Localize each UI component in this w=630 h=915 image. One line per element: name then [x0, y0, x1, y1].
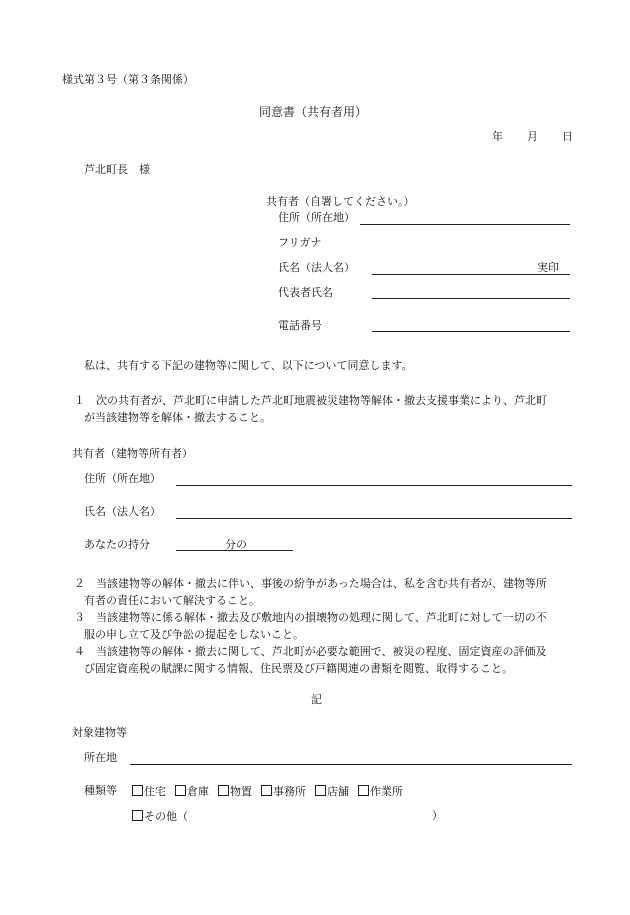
clause-3-line-1: ３ 当該建物等に係る解体・撤去及び敷地内の損壊物の処理に関して、芦北町に対して一切の不 — [74, 611, 547, 624]
signatory-furigana-label: フリガナ — [278, 236, 322, 249]
type-option-workshop[interactable]: 作業所 — [358, 785, 403, 797]
clause-2-line-1: ２ 当該建物等の解体・撤去に伴い、事後の紛争があった場合は、私を含む共有者が、建物等所 — [74, 577, 547, 590]
share-label: あなたの持分 — [84, 538, 150, 551]
representative-field[interactable] — [372, 298, 570, 299]
type-options — [132, 785, 412, 797]
document-title: 同意書（共有者用） — [259, 105, 368, 119]
checkbox-icon[interactable] — [358, 785, 369, 796]
coowner-address-field[interactable] — [176, 485, 572, 486]
coowner-name-label: 氏名（法人名） — [84, 505, 161, 518]
other-label: その他（ — [144, 810, 188, 823]
share-unit: 分の — [225, 538, 247, 551]
signatory-address-field[interactable] — [360, 224, 570, 225]
checkbox-icon[interactable] — [261, 785, 272, 796]
seal-mark: 実印 — [537, 261, 559, 274]
signatory-address-label: 住所（所在地） — [278, 211, 355, 224]
date-year-label: 年 — [492, 130, 503, 143]
clause-1-line-1: １ 次の共有者が、芦北町に申請した芦北町地震被災建物等解体・撤去支援事業により、芦北町 — [74, 394, 547, 407]
checkbox-icon[interactable] — [218, 785, 229, 796]
type-option-warehouse[interactable]: 倉庫 — [175, 785, 209, 797]
checkbox-icon[interactable] — [132, 810, 143, 821]
date-month-label: 月 — [527, 130, 538, 143]
coowner-name-field[interactable] — [176, 518, 572, 519]
clause-3-line-2: 服の申し立て及び争訟の提起をしないこと。 — [84, 628, 304, 641]
clause-2-line-2: 有者の責任において解決すること。 — [84, 594, 260, 607]
checkbox-icon[interactable] — [315, 785, 326, 796]
type-option-office[interactable]: 事務所 — [261, 785, 306, 797]
signatory-name-label: 氏名（法人名） — [278, 261, 355, 274]
consent-intro: 私は、共有する下記の建物等に関して、以下について同意します。 — [84, 359, 413, 372]
signatory-name-field[interactable] — [372, 274, 570, 275]
signatory-heading: 共有者（自署してください。） — [266, 195, 415, 208]
type-option-house[interactable]: 住宅 — [132, 785, 166, 797]
location-field[interactable] — [130, 764, 572, 765]
clause-4-line-1: ４ 当該建物等の解体・撤去に関して、芦北町が必要な範囲で、被災の程度、固定資産の評価及 — [74, 645, 547, 658]
checkbox-icon[interactable] — [175, 785, 186, 796]
phone-field[interactable] — [372, 331, 570, 332]
coowner-heading: 共有者（建物等所有者） — [72, 447, 193, 460]
target-heading: 対象建物等 — [72, 726, 127, 739]
checkbox-icon[interactable] — [132, 785, 143, 796]
clause-4-line-2: び固定資産税の賦課に関する情報、住民票及び戸籍関連の書類を閲覧、取得すること。 — [84, 662, 513, 675]
representative-label: 代表者氏名 — [278, 286, 333, 299]
form-number: 様式第３号（第３条関係） — [62, 73, 194, 86]
ki-heading: 記 — [311, 693, 322, 706]
addressee: 芦北町長 様 — [84, 163, 150, 176]
other-close-paren: ） — [432, 809, 443, 822]
date-day-label: 日 — [562, 130, 573, 143]
clause-1-line-2: が当該建物等を解体・撤去すること。 — [84, 411, 271, 424]
phone-label: 電話番号 — [278, 319, 322, 332]
type-option-shed[interactable]: 物置 — [218, 785, 252, 797]
coowner-address-label: 住所（所在地） — [84, 472, 161, 485]
type-option-other[interactable] — [132, 810, 188, 822]
type-option-store[interactable]: 店舗 — [315, 785, 349, 797]
type-label: 種類等 — [84, 784, 117, 797]
location-label: 所在地 — [84, 751, 117, 764]
